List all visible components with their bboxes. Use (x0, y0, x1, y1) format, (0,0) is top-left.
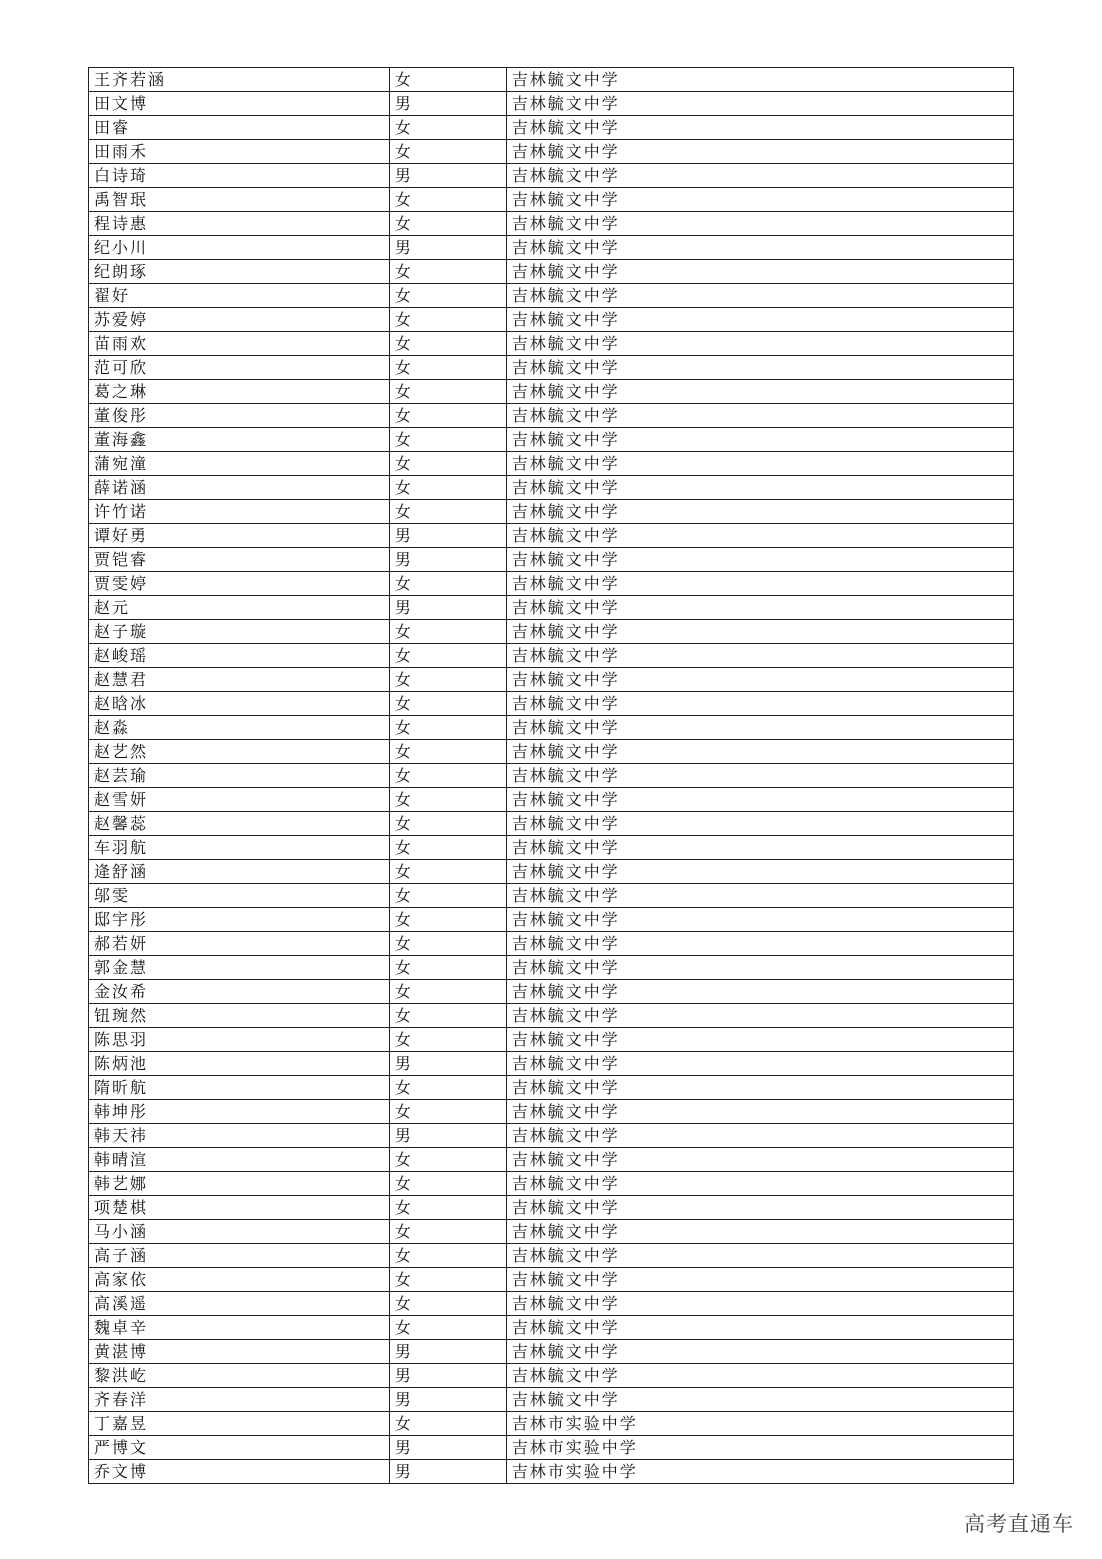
gender-cell: 女 (389, 980, 506, 1004)
table-row (89, 908, 1014, 932)
school-cell: 吉林毓文中学 (506, 836, 1013, 860)
student-name-cell: 齐春洋 (89, 1388, 390, 1412)
student-name-cell: 纪朗琢 (89, 260, 390, 284)
table-row (89, 1172, 1014, 1196)
school-cell: 吉林毓文中学 (506, 284, 1013, 308)
table-row (89, 740, 1014, 764)
student-name-cell: 隋昕航 (89, 1076, 390, 1100)
school-cell: 吉林毓文中学 (506, 884, 1013, 908)
school-cell: 吉林毓文中学 (506, 716, 1013, 740)
table-row (89, 980, 1014, 1004)
gender-cell: 女 (389, 260, 506, 284)
gender-cell: 女 (389, 1316, 506, 1340)
gender-cell: 女 (389, 116, 506, 140)
table-row (89, 68, 1014, 92)
table-row (89, 1364, 1014, 1388)
school-cell: 吉林毓文中学 (506, 932, 1013, 956)
student-name-cell: 苗雨欢 (89, 332, 390, 356)
student-name-cell: 董海鑫 (89, 428, 390, 452)
gender-cell: 女 (389, 1004, 506, 1028)
school-cell: 吉林毓文中学 (506, 644, 1013, 668)
gender-cell: 女 (389, 812, 506, 836)
student-name-cell: 王齐若涵 (89, 68, 390, 92)
gender-cell: 女 (389, 1292, 506, 1316)
school-cell: 吉林毓文中学 (506, 956, 1013, 980)
school-cell: 吉林市实验中学 (506, 1460, 1013, 1484)
gender-cell: 男 (389, 1364, 506, 1388)
school-cell: 吉林毓文中学 (506, 1028, 1013, 1052)
school-cell: 吉林毓文中学 (506, 980, 1013, 1004)
student-name-cell: 白诗琦 (89, 164, 390, 188)
school-cell: 吉林毓文中学 (506, 1100, 1013, 1124)
school-cell: 吉林毓文中学 (506, 620, 1013, 644)
school-cell: 吉林毓文中学 (506, 860, 1013, 884)
school-cell: 吉林毓文中学 (506, 452, 1013, 476)
gender-cell: 女 (389, 932, 506, 956)
gender-cell: 女 (389, 500, 506, 524)
gender-cell: 女 (389, 740, 506, 764)
table-row (89, 116, 1014, 140)
table-row (89, 1076, 1014, 1100)
student-name-cell: 高溪遥 (89, 1292, 390, 1316)
watermark-text: 高考直通车 (964, 1512, 1074, 1536)
table-row (89, 1316, 1014, 1340)
table-row (89, 380, 1014, 404)
gender-cell: 女 (389, 356, 506, 380)
table-row (89, 860, 1014, 884)
student-name-cell: 田睿 (89, 116, 390, 140)
school-cell: 吉林毓文中学 (506, 260, 1013, 284)
school-cell: 吉林毓文中学 (506, 68, 1013, 92)
gender-cell: 女 (389, 644, 506, 668)
table-row (89, 1148, 1014, 1172)
school-cell: 吉林毓文中学 (506, 380, 1013, 404)
student-name-cell: 丁嘉昱 (89, 1412, 390, 1436)
school-cell: 吉林毓文中学 (506, 1220, 1013, 1244)
table-row (89, 260, 1014, 284)
gender-cell: 女 (389, 284, 506, 308)
student-name-cell: 车羽航 (89, 836, 390, 860)
school-cell: 吉林毓文中学 (506, 1052, 1013, 1076)
table-row (89, 452, 1014, 476)
school-cell: 吉林毓文中学 (506, 92, 1013, 116)
school-cell: 吉林毓文中学 (506, 308, 1013, 332)
school-cell: 吉林毓文中学 (506, 332, 1013, 356)
gender-cell: 男 (389, 1388, 506, 1412)
gender-cell: 女 (389, 572, 506, 596)
gender-cell: 女 (389, 188, 506, 212)
table-row (89, 1460, 1014, 1484)
school-cell: 吉林毓文中学 (506, 524, 1013, 548)
table-row (89, 284, 1014, 308)
student-name-cell: 陈炳池 (89, 1052, 390, 1076)
table-row (89, 1340, 1014, 1364)
gender-cell: 女 (389, 956, 506, 980)
gender-cell: 女 (389, 1100, 506, 1124)
school-cell: 吉林毓文中学 (506, 812, 1013, 836)
table-row (89, 524, 1014, 548)
student-name-cell: 赵子璇 (89, 620, 390, 644)
student-name-cell: 郝若妍 (89, 932, 390, 956)
table-row (89, 1436, 1014, 1460)
gender-cell: 女 (389, 404, 506, 428)
table-row (89, 1220, 1014, 1244)
table-row (89, 308, 1014, 332)
student-name-cell: 程诗惠 (89, 212, 390, 236)
gender-cell: 女 (389, 908, 506, 932)
student-name-cell: 郭金慧 (89, 956, 390, 980)
school-cell: 吉林毓文中学 (506, 356, 1013, 380)
gender-cell: 女 (389, 1076, 506, 1100)
student-name-cell: 韩天祎 (89, 1124, 390, 1148)
table-row (89, 1196, 1014, 1220)
student-name-cell: 蒲宛潼 (89, 452, 390, 476)
school-cell: 吉林毓文中学 (506, 596, 1013, 620)
table-row (89, 188, 1014, 212)
student-name-cell: 项楚棋 (89, 1196, 390, 1220)
table-row (89, 1244, 1014, 1268)
student-name-cell: 韩晴渲 (89, 1148, 390, 1172)
school-cell: 吉林毓文中学 (506, 404, 1013, 428)
table-row (89, 1052, 1014, 1076)
gender-cell: 女 (389, 716, 506, 740)
gender-cell: 女 (389, 692, 506, 716)
table-row (89, 1028, 1014, 1052)
gender-cell: 女 (389, 1172, 506, 1196)
school-cell: 吉林毓文中学 (506, 1292, 1013, 1316)
table-row (89, 356, 1014, 380)
school-cell: 吉林毓文中学 (506, 668, 1013, 692)
student-name-cell: 贾雯婷 (89, 572, 390, 596)
table-row (89, 548, 1014, 572)
table-row (89, 428, 1014, 452)
student-name-cell: 赵艺然 (89, 740, 390, 764)
table-row (89, 764, 1014, 788)
student-name-cell: 赵雪妍 (89, 788, 390, 812)
table-row (89, 884, 1014, 908)
table-row (89, 1268, 1014, 1292)
table-row (89, 836, 1014, 860)
gender-cell: 女 (389, 68, 506, 92)
student-name-cell: 赵慧君 (89, 668, 390, 692)
student-name-cell: 纪小川 (89, 236, 390, 260)
gender-cell: 女 (389, 1244, 506, 1268)
gender-cell: 女 (389, 860, 506, 884)
school-cell: 吉林毓文中学 (506, 236, 1013, 260)
school-cell: 吉林毓文中学 (506, 1076, 1013, 1100)
student-name-cell: 逄舒涵 (89, 860, 390, 884)
gender-cell: 女 (389, 308, 506, 332)
school-cell: 吉林毓文中学 (506, 692, 1013, 716)
table-row (89, 236, 1014, 260)
table-row (89, 788, 1014, 812)
student-name-cell: 黎洪屹 (89, 1364, 390, 1388)
gender-cell: 女 (389, 836, 506, 860)
school-cell: 吉林毓文中学 (506, 212, 1013, 236)
student-name-cell: 许竹诺 (89, 500, 390, 524)
gender-cell: 女 (389, 452, 506, 476)
school-cell: 吉林毓文中学 (506, 1316, 1013, 1340)
school-cell: 吉林毓文中学 (506, 1268, 1013, 1292)
gender-cell: 女 (389, 1220, 506, 1244)
gender-cell: 男 (389, 1460, 506, 1484)
gender-cell: 男 (389, 1340, 506, 1364)
gender-cell: 女 (389, 428, 506, 452)
student-list-table (88, 67, 1014, 1484)
school-cell: 吉林毓文中学 (506, 1196, 1013, 1220)
table-row (89, 668, 1014, 692)
table-row (89, 500, 1014, 524)
table-row (89, 812, 1014, 836)
gender-cell: 女 (389, 884, 506, 908)
student-name-cell: 赵元 (89, 596, 390, 620)
school-cell: 吉林毓文中学 (506, 908, 1013, 932)
school-cell: 吉林市实验中学 (506, 1436, 1013, 1460)
table-row (89, 572, 1014, 596)
table-row (89, 92, 1014, 116)
table-row (89, 716, 1014, 740)
student-name-cell: 贾铠睿 (89, 548, 390, 572)
student-name-cell: 韩艺娜 (89, 1172, 390, 1196)
table-row (89, 644, 1014, 668)
table-row (89, 332, 1014, 356)
gender-cell: 女 (389, 476, 506, 500)
gender-cell: 女 (389, 764, 506, 788)
student-name-cell: 赵淼 (89, 716, 390, 740)
student-name-cell: 赵峻瑶 (89, 644, 390, 668)
gender-cell: 女 (389, 1268, 506, 1292)
student-name-cell: 严博文 (89, 1436, 390, 1460)
student-name-cell: 范可欣 (89, 356, 390, 380)
student-name-cell: 高家依 (89, 1268, 390, 1292)
gender-cell: 男 (389, 548, 506, 572)
table-row (89, 140, 1014, 164)
student-name-cell: 魏卓辛 (89, 1316, 390, 1340)
student-name-cell: 赵晗冰 (89, 692, 390, 716)
table-row (89, 1292, 1014, 1316)
student-name-cell: 葛之琳 (89, 380, 390, 404)
gender-cell: 男 (389, 164, 506, 188)
student-name-cell: 高子涵 (89, 1244, 390, 1268)
table-row (89, 692, 1014, 716)
gender-cell: 男 (389, 1052, 506, 1076)
gender-cell: 女 (389, 1148, 506, 1172)
student-name-cell: 邸宇彤 (89, 908, 390, 932)
student-name-cell: 韩坤彤 (89, 1100, 390, 1124)
gender-cell: 女 (389, 332, 506, 356)
table-row (89, 404, 1014, 428)
student-name-cell: 赵芸瑜 (89, 764, 390, 788)
school-cell: 吉林毓文中学 (506, 764, 1013, 788)
school-cell: 吉林毓文中学 (506, 1340, 1013, 1364)
school-cell: 吉林毓文中学 (506, 1244, 1013, 1268)
school-cell: 吉林毓文中学 (506, 188, 1013, 212)
student-name-cell: 薛诺涵 (89, 476, 390, 500)
student-name-cell: 钮琬然 (89, 1004, 390, 1028)
school-cell: 吉林毓文中学 (506, 428, 1013, 452)
gender-cell: 男 (389, 92, 506, 116)
gender-cell: 女 (389, 140, 506, 164)
student-name-cell: 翟好 (89, 284, 390, 308)
student-name-cell: 陈思羽 (89, 1028, 390, 1052)
school-cell: 吉林毓文中学 (506, 548, 1013, 572)
student-name-cell: 谭好勇 (89, 524, 390, 548)
school-cell: 吉林毓文中学 (506, 1172, 1013, 1196)
school-cell: 吉林毓文中学 (506, 1364, 1013, 1388)
table-row (89, 1004, 1014, 1028)
school-cell: 吉林毓文中学 (506, 1004, 1013, 1028)
school-cell: 吉林毓文中学 (506, 1148, 1013, 1172)
gender-cell: 男 (389, 1436, 506, 1460)
student-name-cell: 禹智珉 (89, 188, 390, 212)
student-list-body (89, 68, 1014, 1484)
student-name-cell: 田雨禾 (89, 140, 390, 164)
table-row (89, 620, 1014, 644)
gender-cell: 男 (389, 1124, 506, 1148)
student-name-cell: 金汝希 (89, 980, 390, 1004)
student-name-cell: 赵馨蕊 (89, 812, 390, 836)
gender-cell: 女 (389, 668, 506, 692)
table-row (89, 212, 1014, 236)
gender-cell: 男 (389, 596, 506, 620)
table-row (89, 1412, 1014, 1436)
gender-cell: 女 (389, 620, 506, 644)
table-row (89, 164, 1014, 188)
student-name-cell: 马小涵 (89, 1220, 390, 1244)
gender-cell: 女 (389, 380, 506, 404)
student-name-cell: 苏爱婷 (89, 308, 390, 332)
school-cell: 吉林毓文中学 (506, 740, 1013, 764)
school-cell: 吉林毓文中学 (506, 1124, 1013, 1148)
school-cell: 吉林毓文中学 (506, 1388, 1013, 1412)
gender-cell: 女 (389, 212, 506, 236)
school-cell: 吉林毓文中学 (506, 476, 1013, 500)
school-cell: 吉林毓文中学 (506, 116, 1013, 140)
student-name-cell: 田文博 (89, 92, 390, 116)
school-cell: 吉林毓文中学 (506, 572, 1013, 596)
table-row (89, 596, 1014, 620)
table-row (89, 1100, 1014, 1124)
school-cell: 吉林市实验中学 (506, 1412, 1013, 1436)
gender-cell: 女 (389, 788, 506, 812)
school-cell: 吉林毓文中学 (506, 164, 1013, 188)
school-cell: 吉林毓文中学 (506, 140, 1013, 164)
table-row (89, 476, 1014, 500)
student-name-cell: 邬雯 (89, 884, 390, 908)
table-row (89, 956, 1014, 980)
school-cell: 吉林毓文中学 (506, 500, 1013, 524)
gender-cell: 女 (389, 1412, 506, 1436)
student-name-cell: 董俊彤 (89, 404, 390, 428)
gender-cell: 女 (389, 1028, 506, 1052)
table-row (89, 1388, 1014, 1412)
student-name-cell: 乔文博 (89, 1460, 390, 1484)
table-row (89, 932, 1014, 956)
table-row (89, 1124, 1014, 1148)
student-name-cell: 黄湛博 (89, 1340, 390, 1364)
gender-cell: 女 (389, 1196, 506, 1220)
school-cell: 吉林毓文中学 (506, 788, 1013, 812)
gender-cell: 男 (389, 236, 506, 260)
gender-cell: 男 (389, 524, 506, 548)
